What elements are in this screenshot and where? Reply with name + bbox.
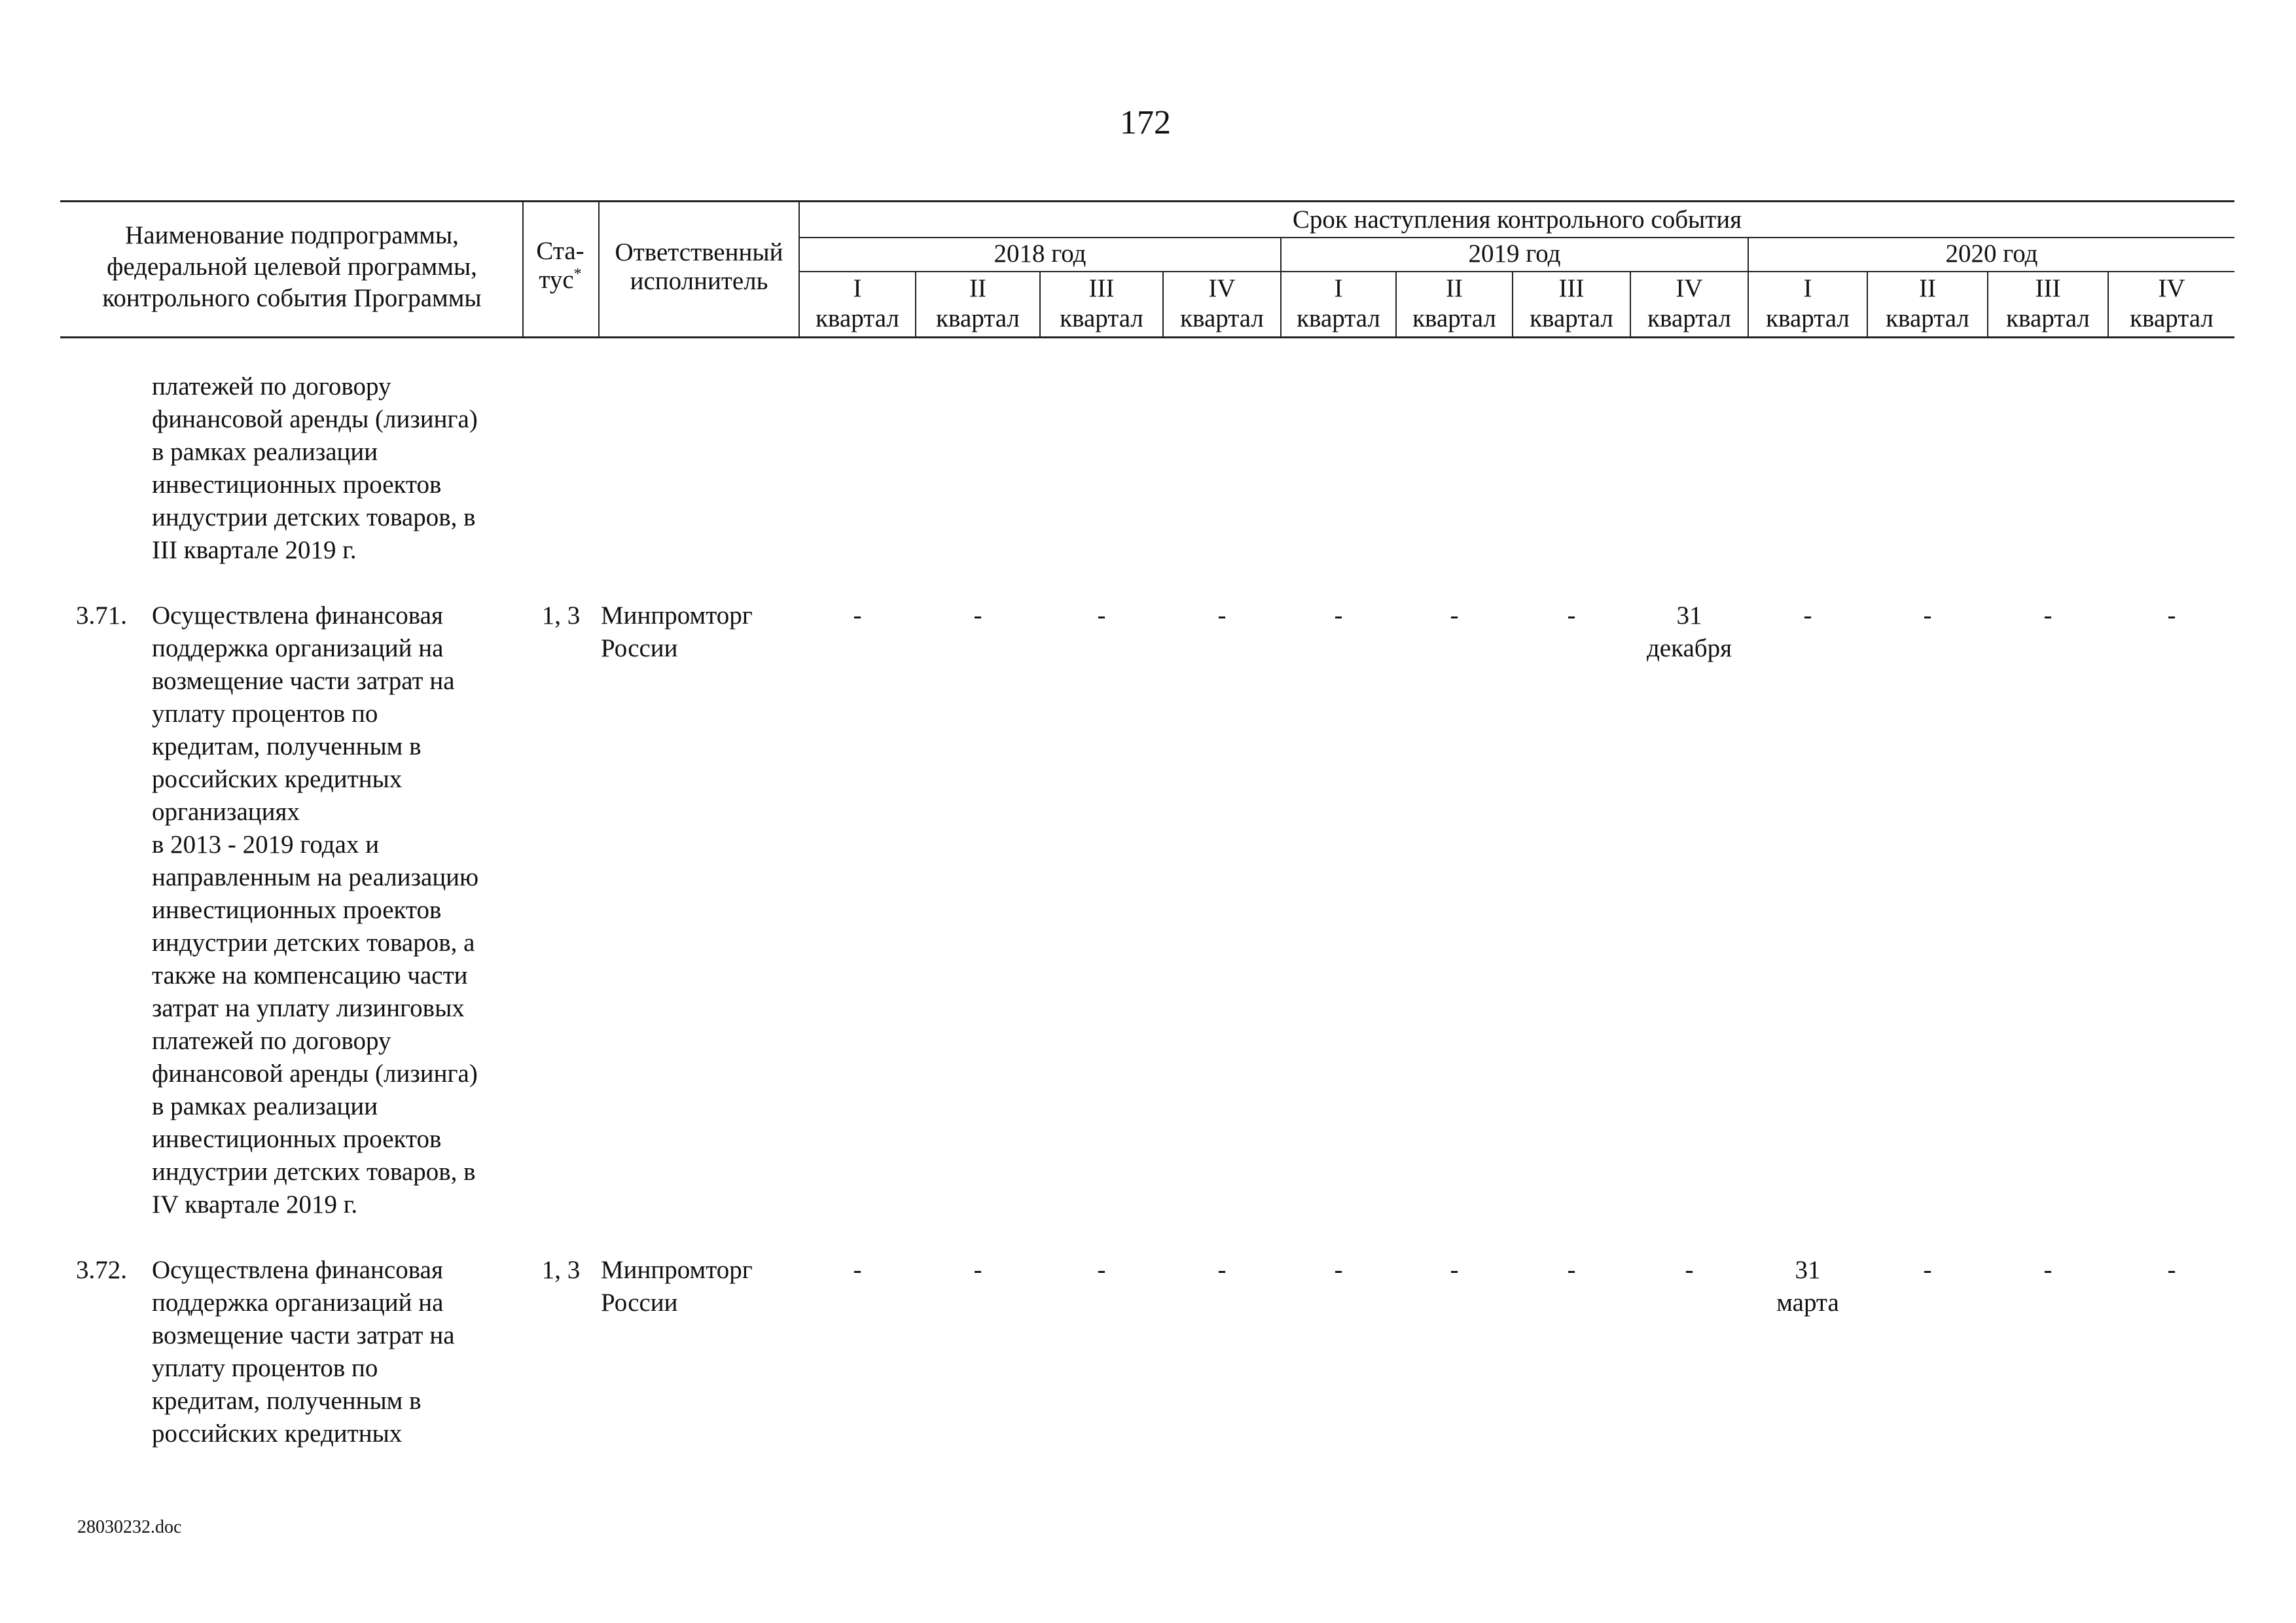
quarter-value: - (1217, 601, 1227, 630)
quarter-value: - (853, 601, 862, 630)
quarter-header (2109, 274, 2234, 334)
continuation-line: III квартале 2019 г. (152, 536, 357, 564)
executor-line: Минпромторг (601, 1256, 753, 1284)
header-name-column (63, 220, 521, 314)
quarter-word: квартал (1412, 304, 1496, 332)
header-name-line: Наименование подпрограммы, (125, 221, 459, 249)
quarter-value: - (853, 1256, 862, 1284)
quarter-value: 31 декабря (1646, 601, 1732, 662)
quarter-value: - (1334, 601, 1343, 630)
description-line: организациях (152, 798, 300, 826)
quarter-value: - (1450, 601, 1459, 630)
quarter-header (1868, 274, 1987, 334)
continuation-line: в рамках реализации (152, 438, 378, 466)
description-line: уплату процентов по (152, 1354, 378, 1382)
quarter-word: квартал (2006, 304, 2090, 332)
continuation-line: финансовой аренды (лизинга) (152, 405, 478, 433)
quarter-value: - (1685, 1256, 1694, 1284)
quarter-numeral: I (853, 274, 862, 302)
quarter-word: квартал (1530, 304, 1613, 332)
quarter-value: - (1097, 1256, 1106, 1284)
description-line: возмещение части затрат на (152, 667, 455, 695)
quarter-numeral: I (1803, 274, 1812, 302)
quarter-value: 31 марта (1776, 1256, 1839, 1317)
continuation-line: индустрии детских товаров, в (152, 503, 476, 531)
description-line: IV квартале 2019 г. (152, 1190, 358, 1219)
quarter-value: - (1803, 601, 1812, 630)
quarter-numeral: IV (1676, 274, 1703, 302)
quarter-header (1988, 274, 2108, 334)
header-year-2020: 2020 год (1945, 240, 2038, 268)
quarter-value: - (973, 601, 982, 630)
description-line: кредитам, полученным в (152, 732, 422, 760)
quarter-header (1041, 274, 1162, 334)
quarter-header (800, 274, 915, 334)
header-status-line (524, 266, 597, 294)
header-status-text: тус (539, 266, 574, 294)
description-line: инвестиционных проектов (152, 896, 442, 924)
quarter-value: - (2043, 601, 2053, 630)
quarter-word: квартал (1297, 304, 1380, 332)
vline-status (598, 200, 600, 338)
description-line: инвестиционных проектов (152, 1125, 442, 1153)
description-line: российских кредитных (152, 1419, 403, 1448)
quarter-numeral: II (1446, 274, 1463, 302)
quarter-numeral: IV (1208, 274, 1236, 302)
description-line: в 2013 - 2019 годах и (152, 830, 380, 859)
header-status-column (524, 237, 597, 294)
header-top-rule (60, 200, 2234, 202)
quarter-word: квартал (936, 304, 1020, 332)
quarter-numeral: III (1558, 274, 1585, 302)
quarter-numeral: III (2035, 274, 2061, 302)
description-line: индустрии детских товаров, в (152, 1158, 476, 1186)
header-executor-line: Ответственный (615, 238, 783, 266)
header-deadline-title: Срок наступления контрольного события (1292, 205, 1742, 234)
header-name-line: контрольного события Программы (102, 284, 482, 312)
quarter-word: квартал (816, 304, 899, 332)
description-line: также на компенсацию части (152, 961, 468, 990)
row-executor (601, 599, 797, 665)
quarter-header (1397, 274, 1512, 334)
description-line: уплату процентов по (152, 700, 378, 728)
row-status: 1, 3 (541, 601, 581, 630)
header-year-2018: 2018 год (994, 240, 1086, 268)
description-line: Осуществлена финансовая (152, 1256, 443, 1284)
quarter-value: - (1217, 1256, 1227, 1284)
page-number: 172 (1120, 104, 1171, 141)
quarter-numeral: IV (2158, 274, 2185, 302)
description-line: индустрии детских товаров, а (152, 929, 475, 957)
description-line: платежей по договору (152, 1027, 391, 1055)
header-status-mark: * (573, 266, 582, 283)
description-line: Осуществлена финансовая (152, 601, 443, 630)
header-name-line: федеральной целевой программы, (107, 253, 477, 281)
description-line: в рамках реализации (152, 1092, 378, 1120)
quarter-numeral: II (969, 274, 986, 302)
quarter-numeral: I (1334, 274, 1343, 302)
executor-line: России (601, 1289, 678, 1317)
quarter-value: - (973, 1256, 982, 1284)
description-line: финансовой аренды (лизинга) (152, 1060, 478, 1088)
quarter-numeral: II (1919, 274, 1936, 302)
quarter-value: - (1450, 1256, 1459, 1284)
quarter-value: - (1097, 601, 1106, 630)
quarter-word: квартал (1886, 304, 1969, 332)
row-status: 1, 3 (541, 1256, 581, 1284)
description-line: поддержка организаций на (152, 1289, 444, 1317)
quarter-value: - (1923, 601, 1932, 630)
header-executor-line: исполнитель (630, 267, 768, 295)
description-line: поддержка организаций на (152, 634, 444, 662)
executor-line: Минпромторг (601, 601, 753, 630)
years-rule (800, 271, 2234, 272)
continuation-line: платежей по договору (152, 372, 391, 401)
quarter-value: - (2043, 1256, 2053, 1284)
header-year-2019: 2019 год (1468, 240, 1561, 268)
quarter-word: квартал (1180, 304, 1264, 332)
quarter-value: - (1567, 1256, 1576, 1284)
quarter-word: квартал (1647, 304, 1731, 332)
header-status-line: Ста- (536, 237, 584, 265)
quarter-word: квартал (1060, 304, 1143, 332)
description-line: кредитам, полученным в (152, 1387, 422, 1415)
header-executor-column (601, 238, 797, 296)
header-bottom-rule (60, 336, 2234, 338)
description-line: затрат на уплату лизинговых (152, 994, 465, 1022)
quarter-header (1513, 274, 1630, 334)
quarter-value: - (1567, 601, 1576, 630)
quarter-header (916, 274, 1039, 334)
quarter-word: квартал (2130, 304, 2214, 332)
row-description (152, 1254, 525, 1450)
quarter-header (1749, 274, 1867, 334)
description-line: возмещение части затрат на (152, 1321, 455, 1349)
description-line: российских кредитных (152, 765, 403, 793)
continuation-text (152, 370, 525, 567)
quarter-word: квартал (1766, 304, 1850, 332)
quarter-value: - (2167, 601, 2176, 630)
quarter-value: - (2167, 1256, 2176, 1284)
quarter-header (1164, 274, 1280, 334)
quarter-header (1282, 274, 1395, 334)
row-executor (601, 1254, 797, 1319)
quarter-header (1631, 274, 1748, 334)
executor-line: России (601, 634, 678, 662)
footer-document-code: 28030232.doc (77, 1517, 182, 1537)
row-number: 3.71. (76, 601, 127, 630)
row-number: 3.72. (76, 1256, 127, 1284)
row-description (152, 599, 525, 1221)
description-line: направленным на реализацию (152, 863, 479, 891)
quarter-value: - (1923, 1256, 1932, 1284)
quarter-value: - (1334, 1256, 1343, 1284)
quarter-numeral: III (1088, 274, 1115, 302)
continuation-line: инвестиционных проектов (152, 471, 442, 499)
